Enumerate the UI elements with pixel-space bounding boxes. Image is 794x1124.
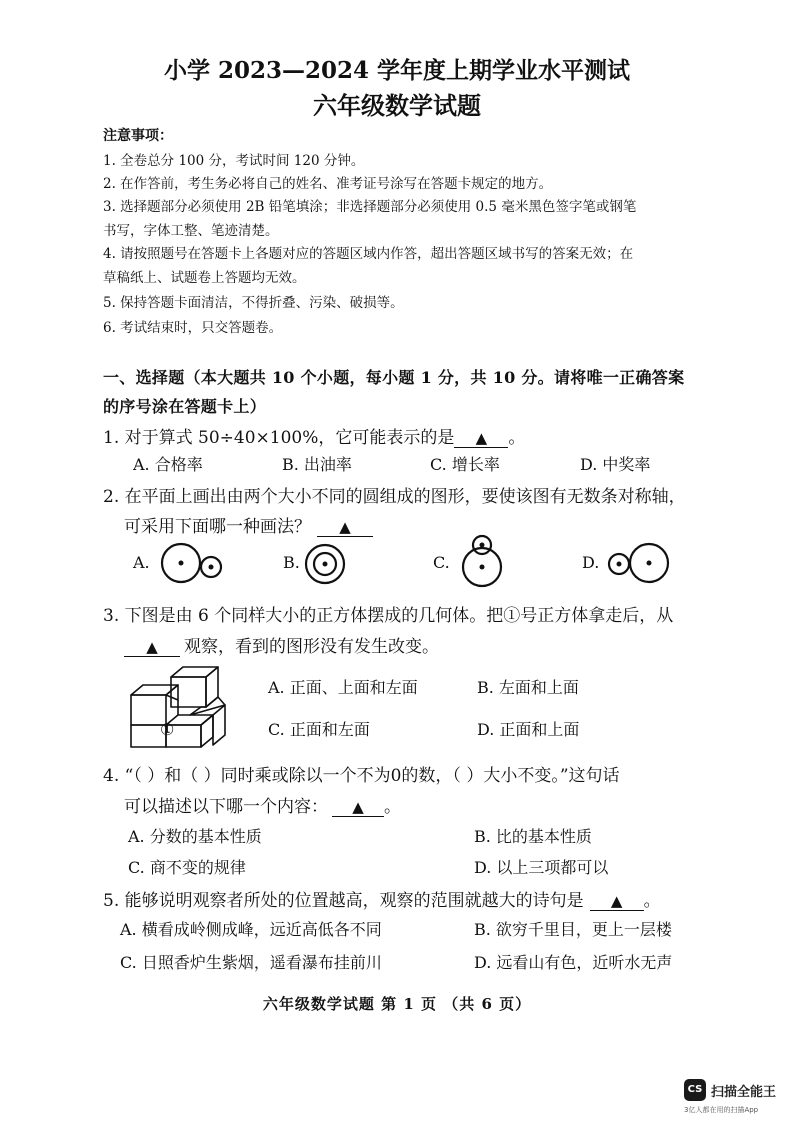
q2-label-d: D. bbox=[582, 553, 600, 572]
q5-option-c: C. 日照香炉生紫烟，遥看瀑布挂前川 bbox=[120, 953, 382, 972]
notes-heading: 注意事项： bbox=[103, 128, 173, 144]
q2-label-b: B. bbox=[283, 553, 300, 572]
q3-option-a: A. 正面、上面和左面 bbox=[268, 678, 418, 697]
exam-title: 小学 2023—2024 学年度上期学业水平测试 bbox=[163, 57, 631, 84]
note-line: 草稿纸上、试题卷上答题均无效。 bbox=[103, 270, 306, 286]
note-line: 4. 请按照题号在答题卡上各题对应的答题区域内作答，超出答题区域书写的答案无效；在 bbox=[103, 246, 634, 262]
q1-option-c: C. 增长率 bbox=[430, 455, 500, 474]
q4-option-b: B. 比的基本性质 bbox=[474, 827, 592, 846]
q2-figure-d bbox=[605, 540, 671, 586]
page-footer: 六年级数学试题 第 1 页 （共 6 页） bbox=[262, 995, 532, 1013]
q2-figure-b bbox=[303, 542, 347, 586]
answer-blank: ▲ bbox=[317, 518, 373, 537]
q1-option-b: B. 出油率 bbox=[282, 455, 352, 474]
q4-option-d: D. 以上三项都可以 bbox=[474, 858, 609, 877]
q2-label-c: C. bbox=[433, 553, 450, 572]
question-1: 1. 对于算式 50÷40×100%，它可能表示的是 ▲ 。 bbox=[103, 428, 526, 448]
q5-option-b: B. 欲穷千里目，更上一层楼 bbox=[474, 920, 672, 939]
section-heading: 一、选择题（本大题共 10 个小题，每小题 1 分，共 10 分。请将唯一正确答案 bbox=[103, 368, 685, 387]
q4-option-c: C. 商不变的规律 bbox=[128, 858, 246, 877]
q4-option-a: A. 分数的基本性质 bbox=[128, 827, 262, 846]
exam-subtitle: 六年级数学试题 bbox=[313, 91, 481, 120]
answer-blank: ▲ bbox=[124, 638, 180, 657]
q3-option-b: B. 左面和上面 bbox=[477, 678, 579, 697]
q5-option-d: D. 远看山有色，近听水无声 bbox=[474, 953, 673, 972]
question-3-line1: 3. 下图是由 6 个同样大小的正方体摆成的几何体。把①号正方体拿走后，从 bbox=[103, 606, 674, 626]
q5-option-a: A. 横看成岭侧成峰，远近高低各不同 bbox=[120, 920, 382, 939]
section-heading-cont: 的序号涂在答题卡上） bbox=[103, 397, 267, 416]
question-2-line2: 可采用下面哪一种画法？ ▲ bbox=[124, 512, 373, 537]
q2-figure-a bbox=[160, 542, 230, 586]
watermark-tagline: 3亿人都在用的扫描App bbox=[684, 1106, 759, 1114]
note-line: 5. 保持答题卡面清洁，不得折叠、污染、破损等。 bbox=[103, 295, 404, 311]
q2-label-a: A. bbox=[133, 553, 150, 572]
question-1-text: 1. 对于算式 50÷40×100%，它可能表示的是 bbox=[103, 428, 455, 448]
question-3-line2: ▲ 观察，看到的图形没有发生改变。 bbox=[124, 632, 439, 657]
note-line: 6. 考试结束时，只交答题卷。 bbox=[103, 320, 283, 336]
q3-option-d: D. 正面和上面 bbox=[477, 720, 580, 739]
note-line: 2. 在作答前，考生务必将自己的姓名、准考证号涂写在答题卡规定的地方。 bbox=[103, 176, 553, 192]
question-5: 5. 能够说明观察者所处的位置越高，观察的范围就越大的诗句是 ▲ 。 bbox=[103, 891, 661, 911]
q3-option-c: C. 正面和左面 bbox=[268, 720, 370, 739]
q3-cube-figure bbox=[127, 663, 235, 749]
camscanner-logo-icon: CS bbox=[684, 1079, 706, 1101]
question-4-line2: 可以描述以下哪一个内容： ▲ 。 bbox=[124, 797, 401, 817]
answer-blank: ▲ bbox=[454, 429, 508, 448]
cube-label: ① bbox=[160, 720, 175, 739]
note-line: 1. 全卷总分 100 分，考试时间 120 分钟。 bbox=[103, 153, 365, 169]
note-line: 书写，字体工整、笔迹清楚。 bbox=[103, 223, 279, 239]
note-line: 3. 选择题部分必须使用 2B 铅笔填涂；非选择题部分必须使用 0.5 毫米黑色签字笔或钢笔 bbox=[103, 199, 637, 215]
question-2-line1: 2. 在平面上画出由两个大小不同的圆组成的图形，要使该图有无数条对称轴， bbox=[103, 487, 686, 507]
q1-option-a: A. 合格率 bbox=[133, 455, 203, 474]
answer-blank: ▲ bbox=[590, 892, 644, 911]
answer-blank: ▲ bbox=[332, 798, 384, 817]
q1-option-d: D. 中奖率 bbox=[580, 455, 651, 474]
watermark-name: 扫描全能王 bbox=[711, 1085, 777, 1100]
q2-figure-c bbox=[458, 532, 506, 590]
question-4-line1: 4. “（ ）和（ ）同时乘或除以一个不为0的数，（ ）大小不变。”这句话 bbox=[103, 766, 620, 786]
